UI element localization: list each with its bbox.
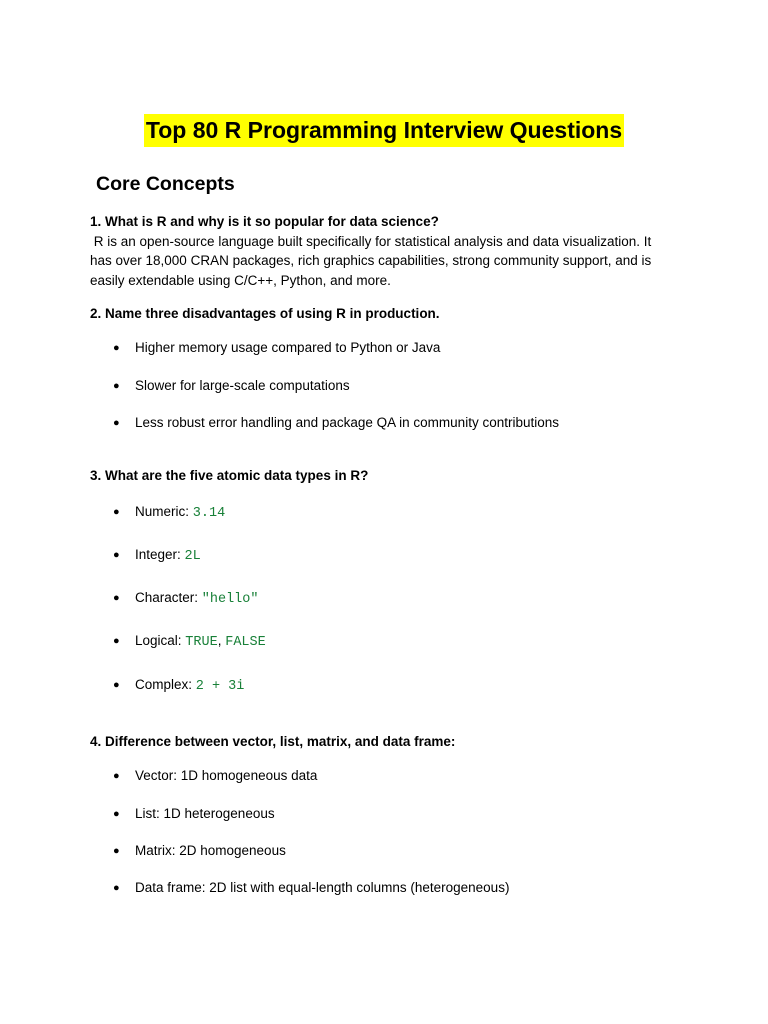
question-4-block — [90, 732, 690, 752]
list-item-text — [135, 545, 201, 567]
question-1-block — [90, 212, 690, 290]
list-item-text: Less robust error handling and package QA in community contributions — [135, 415, 559, 430]
bullet-icon: ● — [113, 506, 120, 518]
list-item-text: Data frame: 2D list with equal-length columns (heterogeneous) — [135, 880, 510, 895]
list-item-text: List: 1D heterogeneous — [135, 806, 275, 821]
bullet-icon: ● — [113, 808, 120, 820]
list-item — [113, 675, 244, 697]
list-item — [113, 502, 225, 524]
answer-1-line-2: has over 18,000 CRAN packages, rich graphics capabilities, strong community support, and is — [90, 253, 652, 268]
question-4: 4. Difference between vector, list, matrix, and data frame: — [90, 734, 456, 749]
type-label: Character: — [135, 590, 202, 605]
bullet-icon: ● — [113, 635, 120, 647]
bullet-icon: ● — [113, 882, 120, 894]
list-item — [113, 338, 440, 358]
list-item-text: Vector: 1D homogeneous data — [135, 768, 318, 783]
type-label: Complex: — [135, 677, 196, 692]
question-3: 3. What are the five atomic data types in R? — [90, 468, 369, 483]
list-item — [113, 588, 259, 610]
question-3-block — [90, 466, 690, 486]
list-item-text — [135, 675, 244, 697]
code-snippet: TRUE — [185, 635, 218, 650]
section-heading: Core Concepts — [96, 173, 235, 195]
answer-1-line-3: easily extendable using C/C++, Python, and more. — [90, 272, 391, 288]
page-title: Top 80 R Programming Interview Questions — [144, 114, 624, 147]
list-item-text — [135, 631, 266, 653]
bullet-icon: ● — [113, 549, 120, 561]
question-1: 1. What is R and why is it so popular for data science? — [90, 214, 439, 229]
list-item — [113, 804, 275, 824]
list-item-text — [135, 588, 259, 610]
code-snippet: FALSE — [225, 635, 266, 650]
bullet-icon: ● — [113, 679, 120, 691]
answer-1-line-1: R is an open-source language built specifically for statistical analysis and data visualization. It — [90, 233, 652, 249]
bullet-icon: ● — [113, 342, 120, 354]
type-label: Numeric: — [135, 504, 193, 519]
bullet-icon: ● — [113, 380, 120, 392]
bullet-icon: ● — [113, 845, 120, 857]
list-item-text — [135, 502, 225, 524]
list-item — [113, 631, 266, 653]
list-item — [113, 413, 559, 433]
type-label: Logical: — [135, 633, 186, 648]
list-item — [113, 545, 201, 567]
code-snippet: 3.14 — [192, 506, 226, 521]
bullet-icon: ● — [113, 417, 120, 429]
title-container — [0, 114, 768, 147]
list-item-text: Slower for large-scale computations — [135, 378, 350, 393]
code-snippet: 2 + 3i — [195, 679, 245, 694]
list-item-text: Higher memory usage compared to Python or Java — [135, 340, 441, 355]
bullet-icon: ● — [113, 592, 120, 604]
bullet-icon: ● — [113, 770, 120, 782]
list-item — [113, 766, 317, 786]
code-snippet: "hello" — [201, 592, 259, 607]
list-item — [113, 841, 286, 861]
question-2-block — [90, 304, 690, 324]
separator: , — [217, 633, 226, 648]
list-item — [113, 878, 509, 898]
list-item-text: Matrix: 2D homogeneous — [135, 843, 286, 858]
list-item — [113, 376, 350, 396]
type-label: Integer: — [135, 547, 185, 562]
code-snippet: 2L — [184, 549, 201, 564]
question-2: 2. Name three disadvantages of using R in production. — [90, 306, 440, 321]
